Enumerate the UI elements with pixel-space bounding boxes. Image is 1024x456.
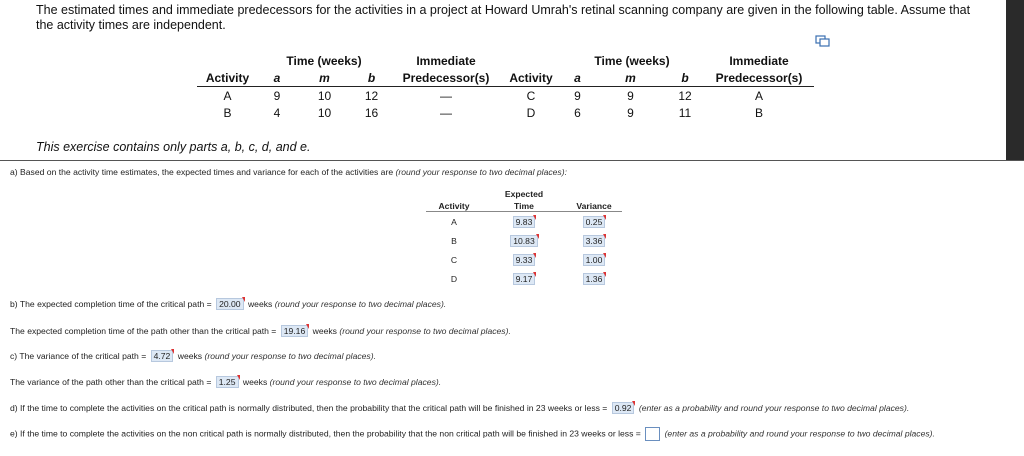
cell-activity: A (223, 88, 232, 103)
part-b1 (10, 298, 446, 310)
part-a-prompt (10, 167, 567, 177)
results-table (426, 187, 622, 288)
part-e-text: e) If the time to complete the activities on the non critical path is normally distributed, then the probability that the non critical path will be finished in 23 weeks or less = (10, 428, 641, 439)
cell-activity: B (223, 105, 232, 120)
part-c2-hint: (round your response to two decimal places). (269, 377, 442, 387)
part-b2-hint: (round your response to two decimal places). (339, 326, 511, 336)
cell-activity: D (526, 105, 536, 120)
table-row (426, 231, 622, 250)
predecessors-header: Predecessor(s) (390, 69, 502, 87)
table-row (426, 250, 622, 269)
expected-header-line2: Time (482, 199, 566, 212)
cell-a: 9 (574, 88, 581, 103)
cell-predecessor: A (754, 88, 763, 103)
predecessors-header: Predecessor(s) (704, 69, 814, 87)
cell-activity: C (526, 88, 536, 103)
answers-panel (0, 160, 1024, 456)
a-header: a (560, 69, 595, 87)
cell-m: 9 (627, 105, 634, 120)
table-row (426, 212, 622, 232)
expected-time-answer[interactable]: 9.33 (513, 254, 536, 266)
b-header: b (666, 69, 704, 87)
part-c1-hint: (round your response to two decimal places). (204, 351, 376, 361)
activity-header: Activity (502, 69, 560, 87)
part-a-text: a) Based on the activity time estimates, the expected times and variance for each of the activities are (10, 167, 394, 177)
expected-header-line1: Expected (504, 189, 544, 199)
noncritical-path-time-answer[interactable]: 19.16 (281, 325, 309, 337)
cell-activity: A (451, 216, 457, 227)
variance-answer[interactable]: 3.36 (583, 235, 606, 247)
table-row (197, 87, 814, 105)
critical-path-variance-answer[interactable]: 4.72 (151, 350, 174, 362)
part-b2-text: The expected completion time of the path other than the critical path = (10, 326, 277, 336)
activity-header: Activity (197, 69, 258, 87)
expected-time-answer[interactable]: 10.83 (510, 235, 538, 247)
time-weeks-header: Time (weeks) (286, 53, 362, 68)
activity-header: Activity (426, 199, 482, 212)
expected-time-answer[interactable]: 9.17 (513, 273, 536, 285)
table-row (197, 104, 814, 121)
expected-time-answer[interactable]: 9.83 (513, 216, 536, 228)
part-c2-text: The variance of the path other than the critical path = (10, 377, 212, 387)
cell-m: 10 (317, 88, 332, 103)
cell-predecessor: — (440, 88, 452, 103)
b-header: b (353, 69, 390, 87)
part-d-text: d) If the time to complete the activities on the critical path is normally distributed, then the probability that the critical path will be finished in 23 weeks or less = (10, 403, 608, 413)
unit-label: weeks (312, 326, 337, 336)
m-header: m (296, 69, 353, 87)
problem-intro: The estimated times and immediate predecessors for the activities in a project at Howard Umrah's retinal scanning company are given in the following table. Assume that the activity times are independent. (36, 3, 971, 32)
excerpt-note: This exercise contains only parts a, b, c, d, and e. (36, 140, 311, 154)
part-b2 (10, 325, 511, 337)
cell-predecessor: B (754, 105, 763, 120)
copy-icon[interactable] (815, 35, 830, 48)
part-c2 (10, 376, 441, 388)
part-e-hint: (enter as a probability and round your response to two decimal places). (664, 428, 935, 439)
cell-m: 10 (317, 105, 332, 120)
cell-a: 9 (273, 88, 281, 103)
cell-m: 9 (627, 88, 634, 103)
unit-label: weeks (177, 351, 203, 361)
time-weeks-header: Time (weeks) (594, 53, 670, 68)
part-b1-hint: (round your response to two decimal places). (274, 299, 447, 309)
variance-answer[interactable]: 0.25 (583, 216, 606, 228)
cell-b: 12 (678, 88, 692, 103)
cell-b: 16 (364, 105, 379, 120)
unit-label: weeks (247, 299, 273, 309)
critical-path-time-answer[interactable]: 20.00 (216, 298, 244, 310)
noncritical-path-probability-input[interactable] (645, 427, 660, 441)
part-b1-text: b) The expected completion time of the critical path = (10, 299, 212, 309)
part-c1 (10, 350, 376, 362)
part-d-hint: (enter as a probability and round your response to two decimal places). (638, 403, 910, 413)
part-d (10, 402, 909, 414)
cell-activity: C (450, 254, 458, 265)
cell-activity: D (450, 273, 458, 284)
variance-answer[interactable]: 1.00 (583, 254, 606, 266)
cell-b: 11 (678, 105, 692, 120)
part-c1-text: c) The variance of the critical path = (10, 351, 147, 361)
variance-header: Variance (566, 199, 622, 212)
m-header: m (595, 69, 666, 87)
a-header: a (258, 69, 296, 87)
noncritical-path-variance-answer[interactable]: 1.25 (216, 376, 239, 388)
cell-a: 6 (574, 105, 581, 120)
cell-b: 12 (364, 88, 379, 103)
immediate-header: Immediate (729, 53, 789, 68)
cell-activity: B (451, 235, 457, 246)
cell-a: 4 (273, 105, 281, 120)
table-row (426, 269, 622, 288)
part-e (10, 427, 935, 441)
unit-label: weeks (242, 377, 268, 387)
critical-path-probability-answer[interactable]: 0.92 (612, 402, 635, 414)
variance-answer[interactable]: 1.36 (583, 273, 606, 285)
activity-table (197, 52, 814, 121)
cell-predecessor: — (440, 105, 452, 120)
part-a-hint: (round your response to two decimal places): (395, 167, 567, 177)
problem-panel (0, 0, 1006, 160)
immediate-header: Immediate (416, 53, 476, 68)
